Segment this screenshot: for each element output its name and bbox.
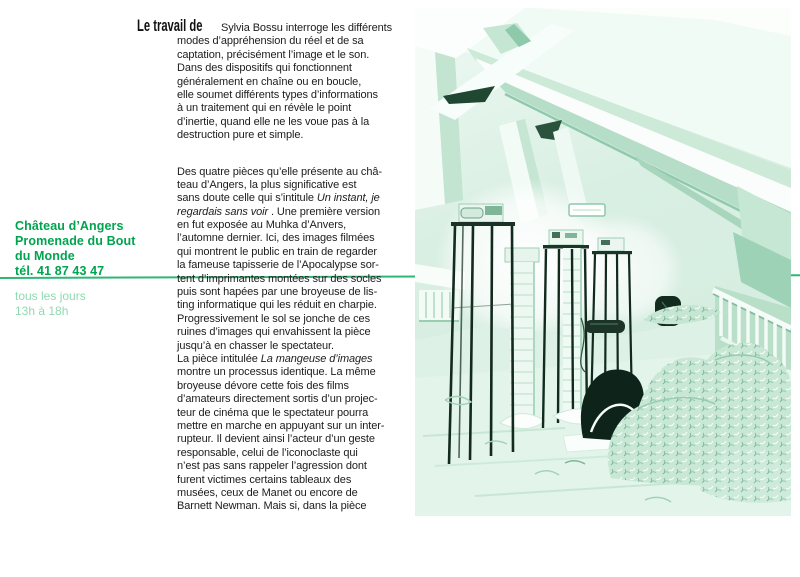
text-line: généralement en chaîne ou en boucle, (177, 75, 362, 88)
opening-times: 13h à 18h (15, 304, 69, 318)
text-line: tent d’imprimantes montées sur des socles (177, 272, 382, 285)
text-line: montre un processus identique. La même (177, 366, 376, 379)
text-line: Des quatre pièces qu’elle présente au châ- (177, 165, 382, 178)
text-line: destruction pure et simple. (177, 129, 304, 142)
text-line: en fut exposée au Muhka d’Anvers, (177, 219, 347, 232)
article-first-row (137, 16, 392, 35)
text-line: ting informatique qui les réduit en charpie. (177, 299, 377, 312)
text-line: modes d’appréhension du réel et de sa (177, 35, 364, 48)
text-line: sans doute celle qui s’intitule Un instant, je (177, 192, 380, 205)
text-line: La pièce intitulée La mangeuse d’images (177, 352, 373, 365)
opening-days: tous les jours (15, 289, 86, 303)
text-line: Sylvia Bossu interroge les différents (221, 22, 392, 34)
installation-photo (415, 8, 791, 516)
article-text-block (137, 16, 392, 514)
venue-name: Château d’Angers (15, 219, 124, 233)
text-line: regardais sans voir . Une première version (177, 205, 381, 218)
paragraph-intro (177, 35, 392, 142)
paragraph-main (177, 166, 392, 514)
venue-address (15, 219, 135, 279)
work-title: La mangeuse d’images (260, 352, 373, 365)
venue-address-line: du Monde (15, 249, 75, 263)
text-line: teau d’Angers, la plus significative est (177, 178, 357, 191)
text-line: Dans des dispositifs qui fonctionnent (177, 62, 352, 75)
text-line: teur de cinéma que le spectateur pourra (177, 406, 369, 419)
text-line: elle soumet différents types d’informations (177, 88, 378, 101)
opening-hours (15, 289, 86, 319)
text-line: la fameuse tapisserie de l’Apocalypse sor- (177, 259, 379, 272)
work-title: regardais sans voir (177, 205, 269, 218)
text-line: d’amateurs directement sortis d’un projec- (177, 393, 378, 406)
text-line: captation, précisément l’image et le son. (177, 48, 370, 61)
article-heading: Le travail de (137, 16, 203, 35)
installation-photo-graphic (415, 8, 791, 516)
text-line: l’automne dernier. Ici, des images filmées (177, 232, 375, 245)
text-line: jusqu’à en chasser le spectateur. (177, 339, 334, 352)
text-line: broyeuse dévore cette fois des films (177, 379, 349, 392)
work-title: Un instant, je (316, 192, 380, 205)
text-line: ruines d’images qui envahissent la pièce (177, 326, 371, 339)
text-line: à un traitement qui en révèle le point (177, 102, 352, 115)
text-line: puis sont hapées par une broyeuse de lis- (177, 286, 378, 299)
text-line: d’inertie, quand elle ne les voue pas à la (177, 115, 370, 128)
text-line: mettre en marche en appuyant sur un inter- (177, 419, 385, 432)
venue-phone: tél. 41 87 43 47 (15, 264, 105, 278)
text-line: responsable, celui de l’iconoclaste qui (177, 446, 358, 459)
text-line: Progressivement le sol se jonche de ces (177, 312, 370, 325)
text-line: musées, ceux de Manet ou encore de (177, 486, 358, 499)
radiator (415, 264, 465, 321)
text-line: rupteur. Il devient ainsi l’acteur d’un geste (177, 433, 375, 446)
venue-address-line: Promenade du Bout (15, 234, 136, 248)
text-line: furent victimes certains tableaux des (177, 473, 352, 486)
text-line: Barnett Newman. Mais si, dans la pièce (177, 500, 367, 513)
text-line: qui montrent le public en train de regarder (177, 245, 377, 258)
text-line: n’est pas sans rappeler l’agression dont (177, 460, 367, 473)
